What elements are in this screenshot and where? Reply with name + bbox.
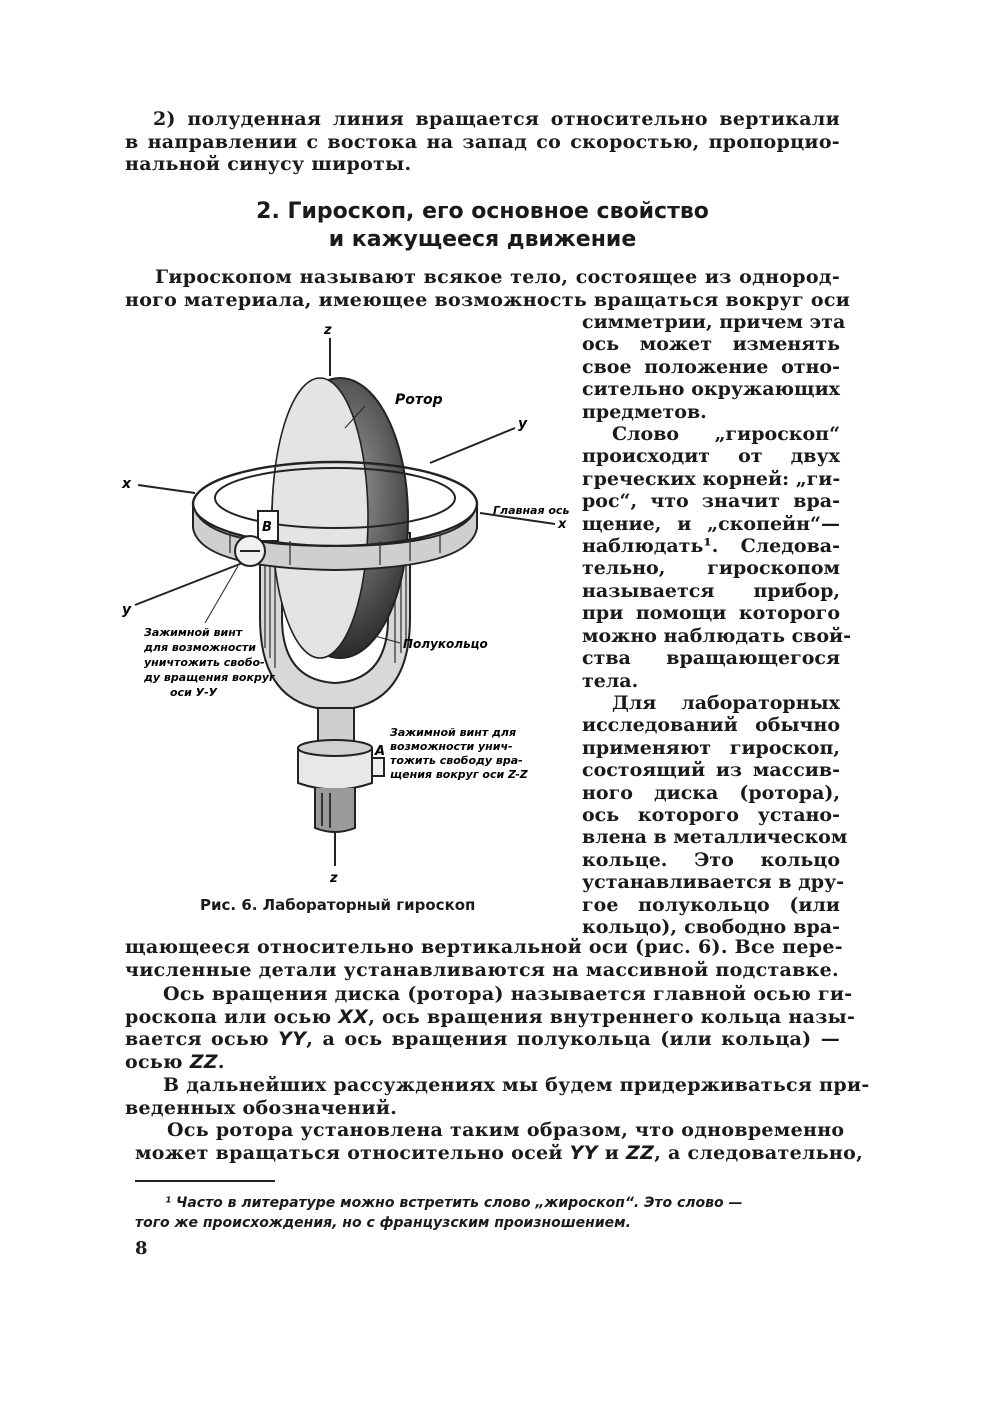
text-fragment: и — [597, 1141, 627, 1164]
text-line: можно наблюдать свой- — [582, 624, 852, 647]
label-clamp-yy-line: ду вращения вокруг — [144, 671, 275, 684]
text-line: тельно, гироскопом — [582, 557, 840, 580]
rotor-rim — [272, 378, 368, 658]
label-z-bottom: z — [330, 871, 338, 886]
label-main-axis: Главная ось — [493, 504, 570, 517]
text-line: наблюдать¹. Следова- — [582, 535, 840, 558]
text-fragment: . — [217, 1050, 225, 1073]
text-fragment: , а следовательно, — [654, 1141, 863, 1164]
label-clamp-zz-line: тожить свободу вра- — [390, 754, 523, 767]
axis-zz: ZZ — [626, 1141, 655, 1164]
continuation-paragraph — [125, 936, 843, 981]
side-column-text — [582, 311, 852, 938]
label-rotor: Ротор — [395, 392, 443, 408]
page-number: 8 — [135, 1238, 148, 1259]
collar-top — [298, 740, 372, 756]
label-y-right: у — [518, 416, 528, 432]
axis-yy: YY — [569, 1141, 598, 1164]
text-line: численные детали устанавливаются на массивной подставке. — [125, 958, 839, 981]
footnote-line-1: ¹ Часто в литературе можно встретить слово „жироскоп“. Это слово — — [165, 1195, 743, 1211]
text-line: ось которого устано- — [582, 803, 840, 826]
text-line: Слово „гироскоп“ — [612, 423, 840, 446]
section-heading — [125, 198, 840, 254]
text-line: Гироскопом называют всякое тело, состоящее из однород- — [155, 266, 840, 288]
text-line — [125, 1051, 840, 1074]
label-clamp-yy-line: для возможности — [144, 641, 256, 654]
label-x-right: х — [558, 517, 567, 532]
text-line: рос“, что значит вра- — [582, 490, 840, 513]
label-clamp-zz-line: возможности унич- — [390, 740, 513, 753]
text-line: в направлении с востока на запад со скоростью, пропорцио- — [125, 130, 840, 153]
figure-caption: Рис. 6. Лабораторный гироскоп — [200, 896, 476, 914]
text-line: веденных обозначений. — [125, 1096, 398, 1119]
axes-paragraph — [125, 983, 856, 1073]
text-line: свое положение отно- — [582, 355, 840, 378]
text-line: щение, и „скопейн“— — [582, 512, 840, 535]
text-line: В дальнейших рассуждениях мы будем придерживаться при- — [163, 1074, 870, 1096]
clamp-screw-zz — [372, 758, 384, 776]
clamp-yy-leader — [205, 566, 238, 623]
y-axis-right — [430, 428, 515, 463]
text-line: Ось вращения диска (ротора) называется главной осью ги- — [163, 983, 853, 1005]
text-line — [125, 1005, 856, 1029]
text-line: влена в металлическом — [582, 826, 848, 849]
text-line: ства вращающегося — [582, 647, 840, 670]
x-axis-left — [138, 485, 195, 493]
text-fragment: может вращаться относительно осей — [135, 1141, 570, 1164]
text-fragment: , а ось вращения полукольца (или кольца) — — [306, 1028, 840, 1050]
y-axis-left — [135, 562, 245, 605]
text-line — [135, 1141, 863, 1165]
text-line: называется прибор, — [582, 579, 840, 602]
text-fragment: , ось вращения внутреннего кольца назы- — [368, 1005, 856, 1028]
text-line: сительно окружающих — [582, 378, 840, 401]
text-line: происходит от двух — [582, 445, 840, 468]
heading-line-2: и кажущееся движение — [328, 227, 637, 252]
text-line: гое полукольцо (или — [582, 893, 840, 916]
label-z-top: z — [324, 323, 332, 338]
text-fragment: вается осью — [125, 1028, 279, 1050]
footnote — [135, 1193, 835, 1233]
label-clamp-zz — [390, 726, 529, 781]
label-clamp-yy-line: уничтожить свобо- — [144, 656, 265, 669]
text-line: устанавливается в дру- — [582, 871, 845, 894]
label-clamp-yy-line: Зажимной винт — [144, 626, 243, 639]
text-line: ного диска (ротора), — [582, 781, 840, 804]
text-line: предметов. — [582, 400, 707, 423]
text-line: тела. — [582, 669, 639, 692]
label-x-left: х — [122, 476, 132, 492]
text-line: симметрии, причем эта — [582, 311, 846, 333]
rotor-paragraph — [135, 1119, 863, 1164]
text-line: греческих корней: „ги- — [582, 467, 841, 490]
label-clamp-zz-line: Зажимной винт для — [390, 726, 517, 739]
text-line: ось может изменять — [582, 333, 840, 356]
text-line: ного материала, имеющее возможность вращаться вокруг оси — [125, 288, 851, 311]
label-a: A — [375, 744, 386, 759]
notation-paragraph — [125, 1074, 870, 1119]
heading-line-1: 2. Гироскоп, его основное свойство — [256, 199, 709, 224]
label-clamp-yy — [143, 626, 276, 699]
axis-zz: ZZ — [189, 1050, 218, 1073]
label-b: B — [262, 520, 272, 535]
gyroscope-figure — [110, 318, 580, 908]
text-line: нальной синусу широты. — [125, 153, 412, 175]
text-line: Ось ротора установлена таким образом, что одновременно — [167, 1119, 845, 1141]
text-line — [125, 1028, 840, 1051]
axis-yy: YY — [278, 1028, 307, 1050]
definition-paragraph — [125, 266, 851, 311]
axis-xx: XX — [338, 1005, 369, 1028]
text-fragment: осью — [125, 1050, 190, 1073]
footnote-line-2: того же происхождения, но с французским произношением. — [135, 1215, 631, 1231]
text-line: исследований обычно — [582, 714, 840, 737]
label-clamp-yy-line: оси У-У — [170, 686, 218, 699]
intro-paragraph — [125, 108, 840, 176]
text-line: применяют гироскоп, — [582, 736, 840, 759]
text-line: 2) полуденная линия вращается относительно вертикали — [153, 108, 840, 130]
footnote-rule — [135, 1180, 275, 1182]
text-line: состоящий из массив- — [582, 759, 840, 782]
text-line: кольцо), свободно вра- — [582, 915, 840, 938]
text-line: при помощи которого — [582, 602, 840, 625]
text-line: Для лабораторных — [612, 691, 840, 714]
text-line: щающееся относительно вертикальной оси (рис. 6). Все пере- — [125, 936, 843, 958]
text-line: кольце. Это кольцо — [582, 848, 840, 871]
label-y-left: у — [122, 602, 132, 618]
label-half-ring: Полукольцо — [403, 637, 488, 651]
text-fragment: роскопа или осью — [125, 1005, 339, 1028]
label-clamp-zz-line: щения вокруг оси Z-Z — [390, 768, 528, 781]
